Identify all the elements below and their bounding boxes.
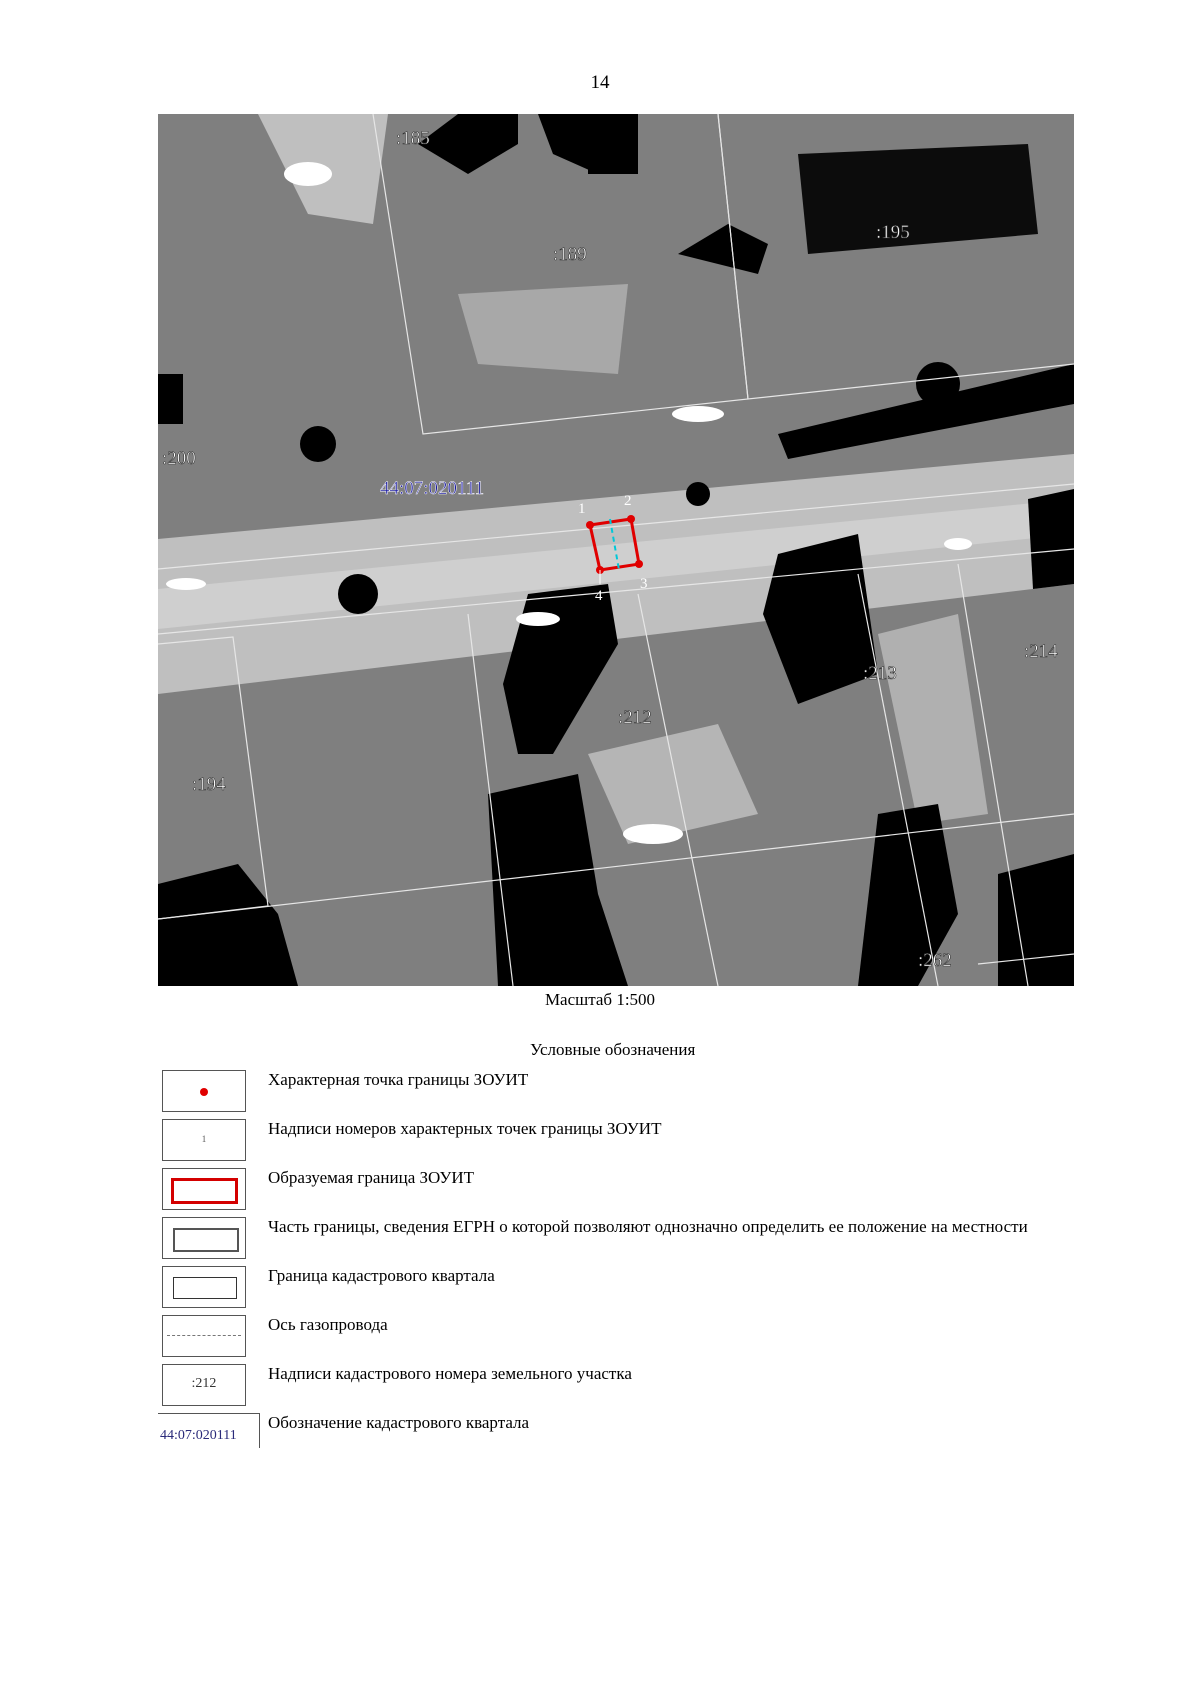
red-dot-icon [200, 1088, 208, 1096]
legend-symbol-point-number [162, 1119, 246, 1161]
legend-symbol-parcel-number [162, 1364, 246, 1406]
legend-text-point: Характерная точка границы ЗОУИТ [268, 1070, 529, 1089]
point-label-3: 3 [640, 576, 648, 592]
parcel-label-214: :214 [1024, 641, 1058, 662]
parcel-label-194: :194 [192, 774, 226, 795]
dark-roof [1028, 489, 1074, 589]
scale-label: Масштаб 1:500 [544, 990, 656, 1009]
dark-tree [300, 426, 336, 462]
white-spot [166, 578, 206, 590]
parcel-label-213: :213 [863, 663, 897, 684]
zouit-point-2 [627, 515, 635, 523]
white-spot [284, 162, 332, 186]
parcel-label-195: :195 [876, 222, 910, 243]
parcel-label-189: :189 [553, 244, 587, 265]
dark-tree [686, 482, 710, 506]
legend-symbol-egrn-boundary [162, 1217, 246, 1259]
gray-rectangle-icon [173, 1228, 239, 1252]
red-rectangle-icon [171, 1178, 238, 1204]
dark-tree [338, 574, 378, 614]
cadastral-map[interactable] [158, 114, 1074, 986]
light-patch [458, 284, 628, 374]
dark-building [588, 114, 638, 174]
legend-text-point-number: Надписи номеров характерных точек границы ЗОУИТ [268, 1119, 662, 1138]
point-label-1: 1 [578, 501, 586, 517]
page-number: 14 [590, 72, 610, 93]
legend-text-zouit: Образуемая граница ЗОУИТ [268, 1168, 475, 1187]
white-spot [944, 538, 972, 550]
legend-text-parcel-number: Надписи кадастрового номера земельного участка [268, 1364, 632, 1383]
legend-symbol-gas-axis [162, 1315, 246, 1357]
legend-text-egrn-boundary: Часть границы, сведения ЕГРН о которой позволяют однозначно определить ее положение на местности [268, 1217, 1028, 1236]
quarter-label: 44:07:020111 [380, 478, 485, 499]
legend-symbol-zouit [162, 1168, 246, 1210]
legend-point-number-sample: 1 [201, 1134, 207, 1144]
white-spot [516, 612, 560, 626]
parcel-label-200: :200 [162, 448, 196, 469]
zouit-point-1 [586, 521, 594, 529]
legend-title: Условные обозначения [530, 1040, 696, 1059]
parcel-label-185: :185 [396, 128, 430, 149]
legend-parcel-number-sample: :212 [191, 1376, 217, 1391]
parcel-label-262: :262 [918, 950, 952, 971]
zouit-point-3 [635, 560, 643, 568]
legend-symbol-point [162, 1070, 246, 1112]
legend-text-quarter-designation: Обозначение кадастрового квартала [268, 1413, 530, 1432]
white-spot [623, 824, 683, 844]
dashed-line-icon [167, 1335, 241, 1336]
legend-symbol-quarter-boundary [162, 1266, 246, 1308]
dark-block [158, 374, 183, 424]
dark-tree [916, 362, 960, 406]
point-label-4: 4 [595, 588, 603, 604]
legend-text-gas-axis: Ось газопровода [268, 1315, 388, 1334]
parcel-label-212: :212 [618, 707, 652, 728]
white-spot [672, 406, 724, 422]
legend-text-quarter-boundary: Граница кадастрового квартала [268, 1266, 495, 1285]
rectangle-icon [173, 1277, 237, 1299]
legend-quarter-sample: 44:07:020111 [158, 1413, 260, 1448]
point-label-2: 2 [624, 493, 632, 509]
